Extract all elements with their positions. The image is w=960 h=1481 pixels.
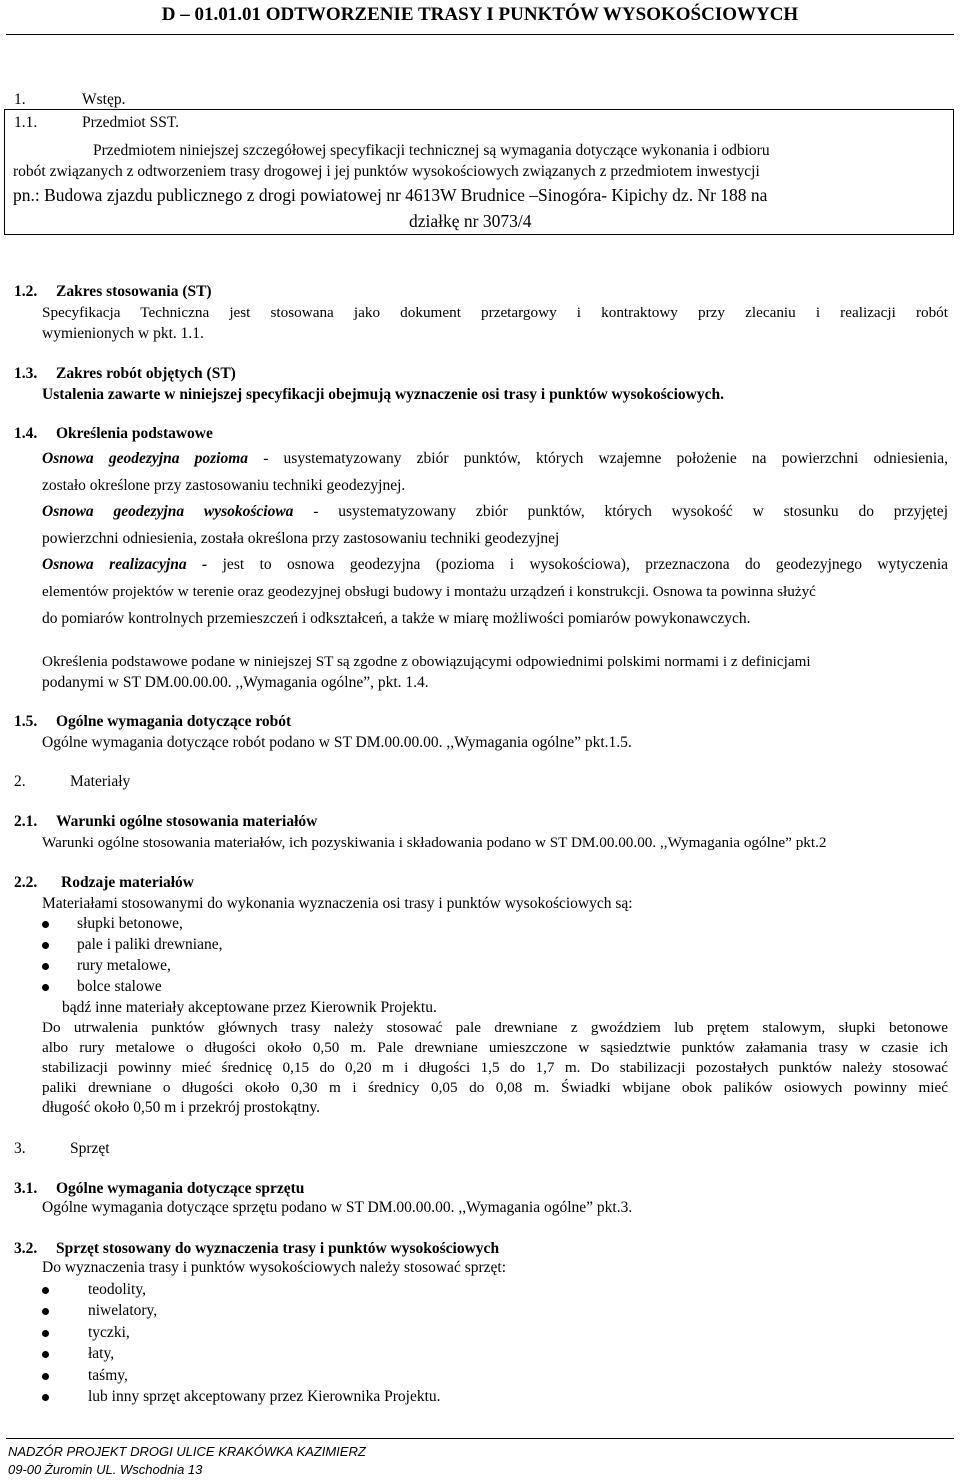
definition-2-term: Osnowa geodezyjna wysokościowa	[42, 503, 294, 520]
section-1-2-line-1: Specyfikacja Techniczna jest stosowana jako dokument przetargowy i kontraktowy przy zlecaniu i realizacji robót	[42, 304, 948, 321]
page-header-title: D – 01.01.01 ODTWORZENIE TRASY I PUNKTÓW WYSOKOŚCIOWYCH	[161, 4, 799, 25]
definition-3-line-1	[42, 556, 948, 574]
definition-2-text: - usystematyzowany zbiór punktów, których wysokość w stosunku do przyjętej	[293, 503, 948, 520]
section-1-1-title: Przedmiot SST.	[82, 114, 180, 131]
definition-1-text: - usystematyzowany zbiór punktów, których wzajemne położenie na powierzchni odniesienia,	[248, 450, 948, 467]
section-1-5-number: 1.5.	[14, 713, 38, 730]
bullet-icon	[42, 1373, 49, 1380]
bullet-icon	[42, 1394, 49, 1401]
definition-3-term: Osnowa realizacyjna -	[42, 556, 208, 573]
section-1-4-title: Określenia podstawowe	[56, 425, 213, 442]
bullet-icon	[42, 1308, 49, 1315]
definition-3-line-2: elementów projektów w terenie oraz geodezyjnej obsługi budowy i montażu urządzeń i konstrukcji. Osnowa ta powinna służyć	[42, 583, 816, 600]
section-2-1-number: 2.1.	[14, 813, 38, 830]
materials-item: pale i paliki drewniane,	[77, 936, 223, 953]
section-2-1-text: Warunki ogólne stosowania materiałów, ich pozyskiwania i składowania podano w ST DM.00.00.00. ,,Wymagania ogólne” pkt.2	[42, 834, 827, 851]
bullet-icon	[42, 1351, 49, 1358]
bullet-icon	[42, 942, 49, 949]
footer-address: 09-00 Żuromin UL. Wschodnia 13	[8, 1462, 203, 1477]
section-1-3-text: Ustalenia zawarte w niniejszej specyfikacji obejmują wyznaczenie osi trasy i punktów wysokościowych.	[42, 386, 724, 403]
section-1-2-number: 1.2.	[14, 283, 38, 300]
section-1-4-note-line-1: Określenia podstawowe podane w niniejszej ST są zgodne z obowiązującymi odpowiednimi polskimi normami i z definicjami	[42, 653, 811, 670]
footer-divider	[6, 1438, 954, 1439]
section-3-2-intro: Do wyznaczenia trasy i punktów wysokościowych należy stosować sprzęt:	[42, 1259, 507, 1276]
section-2-2-para-line-1: Do utrwalenia punktów głównych trasy należy stosować pale drewniane z gwoździem lub prętem stalowym, słupki betonowe	[42, 1019, 948, 1036]
section-1-5-title: Ogólne wymagania dotyczące robót	[56, 713, 292, 730]
footer-company: NADZÓR PROJEKT DROGI ULICE KRAKÓWKA KAZIMIERZ	[8, 1444, 366, 1459]
bullet-icon	[42, 1287, 49, 1294]
section-2-2-number: 2.2.	[14, 874, 38, 891]
subject-line-4: działkę nr 3073/4	[409, 211, 532, 231]
section-1-4-number: 1.4.	[14, 425, 38, 442]
section-1-2-line-2: wymienionych w pkt. 1.1.	[42, 325, 204, 342]
section-2-2-title: Rodzaje materiałów	[61, 874, 194, 891]
section-1-1-number: 1.1.	[14, 114, 38, 131]
equipment-item: niwelatory,	[88, 1302, 158, 1319]
section-2-2-para-line-3: stabilizacji powinny mieć średnicę 0,15 do 0,20 m i długości 1,5 do 1,7 m. Do stabilizacji pozostałych punktów należy stosować	[42, 1059, 948, 1076]
section-3-1-number: 3.1.	[14, 1180, 38, 1197]
section-3-2-title: Sprzęt stosowany do wyznaczenia trasy i punktów wysokościowych	[56, 1240, 500, 1257]
equipment-item: lub inny sprzęt akceptowany przez Kierownika Projektu.	[88, 1388, 441, 1405]
definition-1-term: Osnowa geodezyjna pozioma	[42, 450, 249, 467]
equipment-item: teodolity,	[88, 1281, 146, 1298]
header-divider	[6, 34, 954, 35]
section-1-number: 1.	[14, 91, 26, 108]
subject-investment: : Budowa zjazdu publicznego z drogi powiatowej nr 4613W Brudnice –Sinogóra- Kipichy dz. Nr 188 na	[34, 185, 768, 205]
section-1-2-title: Zakres stosowania (ST)	[56, 283, 212, 300]
equipment-item: taśmy,	[88, 1367, 128, 1384]
section-2-2-para-line-4: paliki drewniane o długości około 0,30 m i średnicy 0,05 do 0,08 m. Świadki wbijane obok palików osiowych powinny mieć	[42, 1079, 948, 1096]
section-2-2-para-line-5: długość około 0,50 m i przekrój prostokątny.	[42, 1099, 320, 1116]
section-3-1-text: Ogólne wymagania dotyczące sprzętu podano w ST DM.00.00.00. ,,Wymagania ogólne” pkt.3.	[42, 1199, 633, 1216]
section-3-number: 3.	[14, 1140, 26, 1157]
section-2-title: Materiały	[70, 773, 131, 790]
bullet-icon	[42, 921, 49, 928]
section-3-1-title: Ogólne wymagania dotyczące sprzętu	[56, 1180, 305, 1197]
section-1-title: Wstęp.	[82, 91, 126, 108]
section-1-3-title: Zakres robót objętych (ST)	[56, 365, 236, 382]
section-2-2-intro: Materiałami stosowanymi do wykonania wyznaczenia osi trasy i punktów wysokościowych są:	[42, 895, 633, 912]
subject-line-2: robót związanych z odtworzeniem trasy drogowej i jej punktów wysokościowych związanych z przedmiotem inwestycji	[13, 163, 760, 180]
subject-line-3	[13, 185, 767, 206]
subject-prefix: pn.	[13, 185, 35, 205]
section-2-1-title: Warunki ogólne stosowania materiałów	[56, 813, 318, 830]
bullet-icon	[42, 984, 49, 991]
equipment-item: łaty,	[88, 1345, 115, 1362]
materials-item: rury metalowe,	[77, 957, 171, 974]
section-2-number: 2.	[14, 773, 26, 790]
definition-1-line-2: zostało określone przy zastosowaniu techniki geodezyjnej.	[42, 477, 406, 494]
materials-item: bolce stalowe	[77, 978, 162, 995]
definition-1-line-1	[42, 450, 948, 468]
definition-3-text: jest to osnowa geodezyjna (pozioma i wysokościowa), przeznaczona do geodezyjnego wytyczenia	[207, 556, 949, 573]
section-1-5-text: Ogólne wymagania dotyczące robót podano w ST DM.00.00.00. ,,Wymagania ogólne” pkt.1.5.	[42, 734, 632, 751]
definition-2-line-1	[42, 503, 948, 521]
section-1-3-number: 1.3.	[14, 365, 38, 382]
bullet-icon	[42, 1330, 49, 1337]
materials-item: słupki betonowe,	[77, 915, 183, 932]
section-3-2-number: 3.2.	[14, 1240, 38, 1257]
section-2-2-para-line-2: albo rury metalowe o długości około 0,50 m. Pale drewniane umieszczone w sąsiedztwie punktów załamania trasy w czasie ich	[42, 1039, 948, 1056]
definition-3-line-3: do pomiarów kontrolnych przemieszczeń i odkształceń, a także w miarę możliwości pomiarów powykonawczych.	[42, 610, 751, 627]
section-3-title: Sprzęt	[70, 1140, 110, 1157]
materials-after: bądź inne materiały akceptowane przez Kierownik Projektu.	[62, 999, 437, 1016]
subject-box	[4, 109, 954, 235]
bullet-icon	[42, 963, 49, 970]
section-1-4-note-line-2: podanymi w ST DM.00.00.00. ,,Wymagania ogólne”, pkt. 1.4.	[42, 674, 429, 691]
subject-line-1: Przedmiotem niniejszej szczegółowej specyfikacji technicznej są wymagania dotyczące wykonania i odbioru	[93, 142, 770, 159]
definition-2-line-2: powierzchni odniesienia, została określona przy zastosowaniu techniki geodezyjnej	[42, 530, 560, 547]
equipment-item: tyczki,	[88, 1324, 130, 1341]
